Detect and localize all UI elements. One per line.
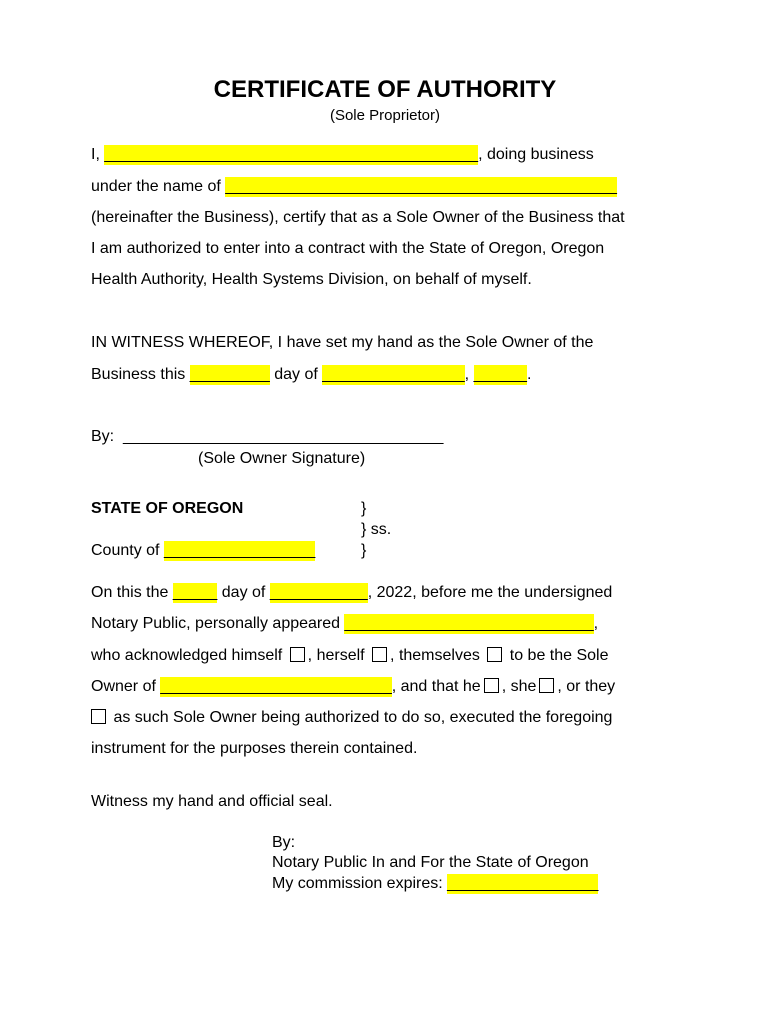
para1-line5: Health Authority, Health Systems Division, on behalf of myself. xyxy=(91,271,532,288)
notary-line1 xyxy=(91,583,612,603)
owner-name-field[interactable]: __________________________________________ xyxy=(104,146,479,163)
county-label: County of xyxy=(91,542,164,559)
notary-line3 xyxy=(91,646,609,666)
brace-ss: } ss. xyxy=(361,521,392,538)
brace-1: } xyxy=(361,500,367,517)
notary-by-label: By: xyxy=(272,834,296,851)
text: , doing business xyxy=(478,146,594,163)
owner-of-field[interactable]: __________________________ xyxy=(160,678,392,695)
notary-title: Notary Public In and For the State of Oregon xyxy=(272,854,589,871)
text: Notary Public, personally appeared xyxy=(91,615,345,632)
text: , she xyxy=(501,678,537,695)
text: , xyxy=(593,615,599,632)
notary-line5 xyxy=(91,708,612,728)
notary-line6: instrument for the purposes therein contained. xyxy=(91,740,418,757)
text: Owner of xyxy=(91,678,161,695)
commission-label: My commission expires: xyxy=(272,875,448,892)
text: , herself xyxy=(307,647,365,664)
business-name-field[interactable]: ____________________________________________ xyxy=(225,178,617,195)
document-title: CERTIFICATE OF AUTHORITY xyxy=(213,76,557,103)
witness-line1: IN WITNESS WHEREOF, I have set my hand as the Sole Owner of the xyxy=(91,334,594,351)
para1-line4: I am authorized to enter into a contract with the State of Oregon, Oregon xyxy=(91,240,605,257)
text: , 2022, before me the undersigned xyxy=(367,584,613,601)
appeared-name-field[interactable]: ____________________________ xyxy=(344,615,594,632)
they-checkbox[interactable] xyxy=(91,709,106,724)
text: , xyxy=(464,366,474,383)
text: , or they xyxy=(557,678,616,695)
notary-month-field[interactable]: ___________ xyxy=(269,584,368,601)
sole-owner-signature-field[interactable]: ____________________________________ xyxy=(123,428,444,445)
para1-line1 xyxy=(91,145,594,165)
witness-line2 xyxy=(91,365,531,385)
text: day of xyxy=(217,584,270,601)
witness-year-field[interactable]: ______ xyxy=(473,366,527,383)
text: day of xyxy=(269,366,323,383)
himself-checkbox[interactable] xyxy=(290,647,305,662)
text: to be the Sole xyxy=(505,647,609,664)
text: On this the xyxy=(91,584,173,601)
text: as such Sole Owner being authorized to do so, executed the foregoing xyxy=(109,709,613,726)
witness-month-field[interactable]: ________________ xyxy=(322,366,465,383)
document-subtitle: (Sole Proprietor) xyxy=(329,107,441,124)
commission-expires-field[interactable]: _________________ xyxy=(447,875,599,892)
text: . xyxy=(526,366,532,383)
she-checkbox[interactable] xyxy=(539,678,554,693)
witness-day-field[interactable]: _________ xyxy=(189,366,270,383)
text: who acknowledged himself xyxy=(91,647,283,664)
commission-line xyxy=(272,874,598,894)
notary-line4 xyxy=(91,677,615,697)
text: I, xyxy=(91,146,105,163)
brace-3: } xyxy=(361,542,367,559)
text: , and that he xyxy=(391,678,481,695)
signature-caption: (Sole Owner Signature) xyxy=(198,450,366,467)
seal-statement: Witness my hand and official seal. xyxy=(91,793,333,810)
herself-checkbox[interactable] xyxy=(372,647,387,662)
notary-day-field[interactable]: _____ xyxy=(172,584,218,601)
notary-line2 xyxy=(91,614,598,634)
text: Business this xyxy=(91,366,190,383)
text: , themselves xyxy=(390,647,480,664)
county-field[interactable]: _________________ xyxy=(163,542,316,559)
signature-line xyxy=(91,427,443,447)
county-line xyxy=(91,541,315,561)
para1-line3: (hereinafter the Business), certify that as a Sole Owner of the Business that xyxy=(91,209,625,226)
text: under the name of xyxy=(91,178,226,195)
state-heading: STATE OF OREGON xyxy=(91,500,244,517)
themselves-checkbox[interactable] xyxy=(487,647,502,662)
para1-line2 xyxy=(91,177,617,197)
he-checkbox[interactable] xyxy=(484,678,499,693)
by-label: By: xyxy=(91,428,115,445)
